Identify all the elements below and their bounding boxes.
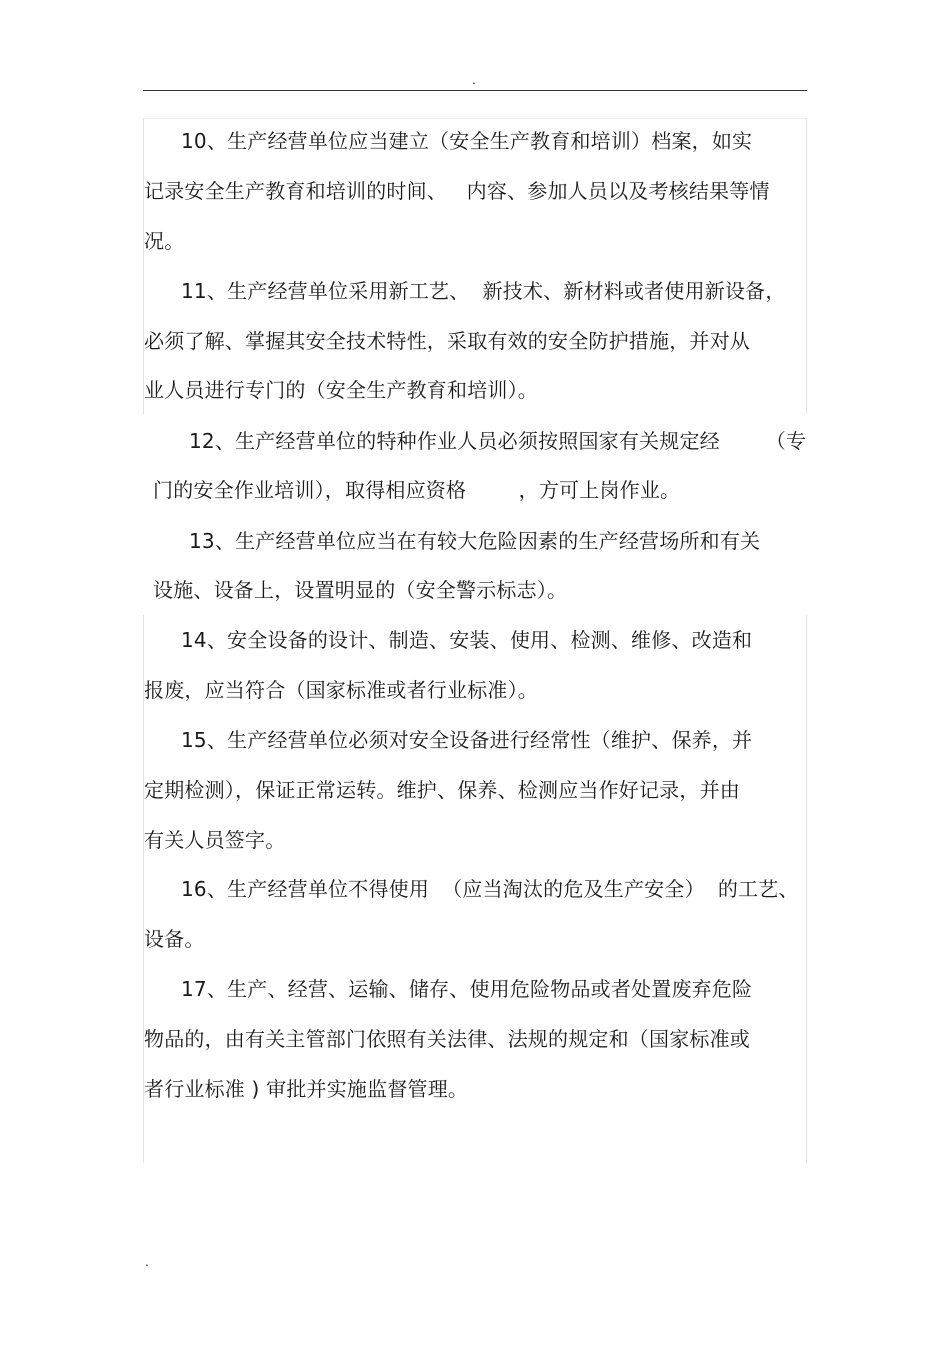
text-line: 10、生产经营单位应当建立（安全生产教育和培训）档案，如实 (181, 129, 753, 153)
text-line: 15、生产经营单位必须对安全设备进行经常性（维护、保养，并 (181, 728, 753, 752)
text-line: 报废，应当符合（国家标准或者行业标准）。 (144, 678, 538, 702)
frame-right-line-2 (806, 615, 807, 1163)
text-line: 况。 (144, 229, 185, 253)
text-line: 设备。 (144, 927, 205, 951)
footer-mark: . (145, 1255, 149, 1269)
text-line: 17、生产、经营、运输、储存、使用危险物品或者处置废弃危险 (181, 977, 753, 1001)
text-line: 物品的，由有关主管部门依照有关法律、法规的规定和（国家标准或 (144, 1027, 750, 1051)
text-line: 设施、设备上，设置明显的（安全警示标志）。 (153, 578, 568, 602)
header-mark: . (472, 73, 476, 87)
text-line: 者行业标准 ) 审批并实施监督管理。 (144, 1077, 469, 1101)
text-line: 门的安全作业培训），取得相应资格 ，方可上岗作业。 (153, 478, 681, 502)
text-line: 11、生产经营单位采用新工艺、 新技术、新材料或者使用新设备， (181, 279, 786, 303)
text-line: 业人员进行专门的（安全生产教育和培训）。 (144, 378, 538, 402)
text-line: 13、生产经营单位应当在有较大危险因素的生产经营场所和有关 (189, 529, 761, 553)
text-line: 必须了解、掌握其安全技术特性，采取有效的安全防护措施，并对从 (144, 329, 750, 353)
frame-right-line-1 (806, 118, 807, 414)
text-line: 12、生产经营单位的特种作业人员必须按照国家有关规定经 （专 (189, 429, 807, 453)
text-line: 定期检测），保证正常运转。维护、保养、检测应当作好记录，并由 (144, 778, 740, 802)
frame-top-line (143, 118, 807, 119)
text-line: 有关人员签字。 (144, 828, 286, 852)
frame-left-line-1 (143, 118, 144, 414)
text-line: 记录安全生产教育和培训的时间、 内容、参加人员以及考核结果等情 (144, 179, 770, 203)
header-rule (143, 90, 807, 91)
text-line: 16、生产经营单位不得使用 （应当淘汰的危及生产安全） 的工艺、 (181, 877, 799, 901)
text-line: 14、安全设备的设计、制造、安装、使用、检测、维修、改造和 (181, 628, 753, 652)
